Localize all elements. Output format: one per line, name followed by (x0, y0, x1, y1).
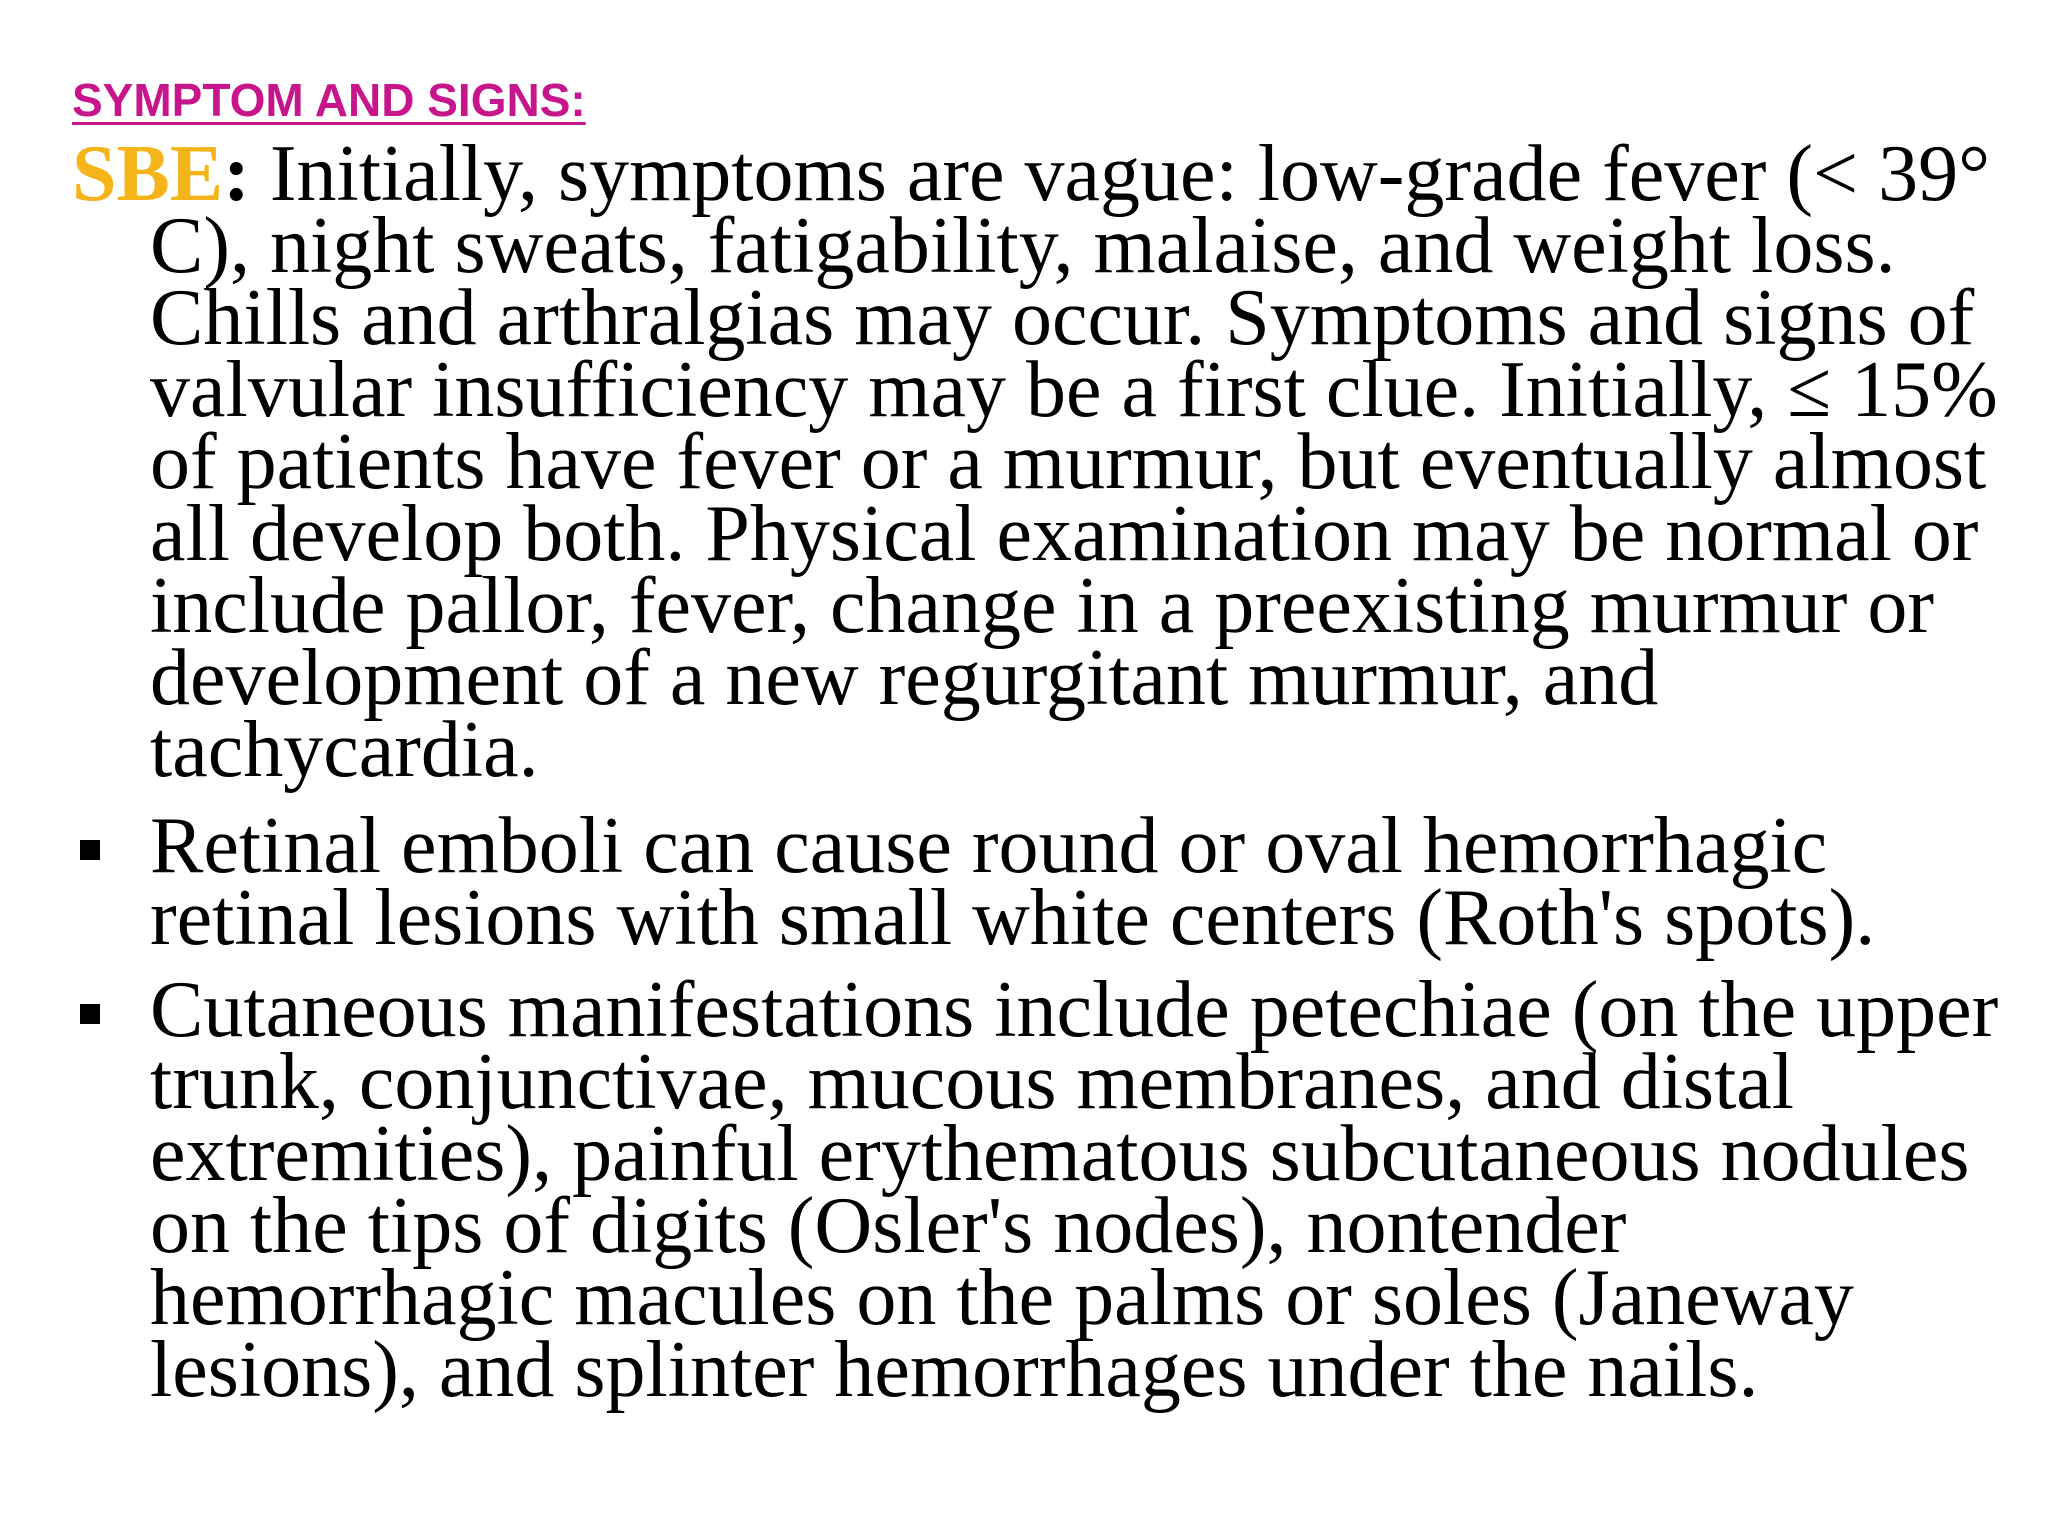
bullet-text: Cutaneous manifestations include petechiae (on the upper trunk, conjunctivae, mucous membranes, and distal extremities), painful erythematous subcutaneous nodules on the tips of digits (Osler's nodes), nontender hemorrhagic macules on the palms or soles (Janeway lesions), and splinter hemorrhages under the nails. (150, 966, 1999, 1414)
bullet-text: Retinal emboli can cause round or oval hemorrhagic retinal lesions with small white centers (Roth's spots). (150, 802, 1876, 962)
bullet-item-cutaneous-manifestations (72, 966, 2002, 1414)
square-bullet-icon (80, 840, 100, 860)
bullet-item-roth-spots (72, 802, 2002, 962)
sbe-description: Initially, symptoms are vague: low-grade fever (< 39° C), night sweats, fatigability, malaise, and weight loss. Chills and arthralgias may occur. Symptoms and signs of valvular insufficiency may be a first clue. Initially, ≤ 15% of patients have fever or a murmur, but eventually almost all develop both. Physical examination may be normal or include pallor, fever, change in a preexisting murmur or development of a new regurgitant murmur, and tachycardia. (150, 130, 1998, 794)
square-bullet-icon (80, 1004, 100, 1024)
sbe-label: SBE (72, 130, 224, 218)
sbe-label-separator: : (223, 130, 250, 218)
slide-content (72, 130, 2002, 1414)
sbe-paragraph (72, 130, 2002, 794)
slide-heading: SYMPTOM AND SIGNS: (72, 74, 586, 126)
